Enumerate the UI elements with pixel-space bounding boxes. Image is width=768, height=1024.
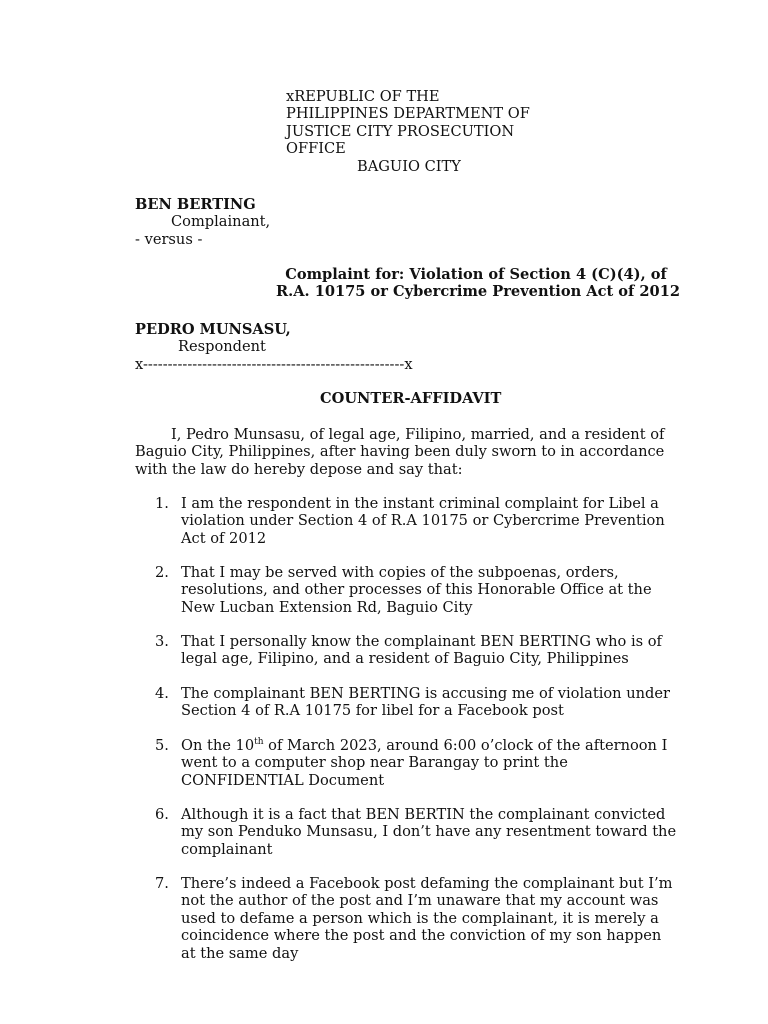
complainant-name: BEN BERTING <box>135 196 256 213</box>
list-item-number: 6. <box>155 806 169 823</box>
list-item <box>155 685 715 720</box>
list-item-line: violation under Section 4 of R.A 10175 or Cybercrime Prevention <box>181 512 665 530</box>
list-item-line: New Lucban Extension Rd, Baguio City <box>181 598 473 616</box>
list-item <box>155 564 715 616</box>
intro-line: I, Pedro Munsasu, of legal age, Filipino, married, and a resident of <box>171 426 665 443</box>
ordinal-suffix: th <box>254 737 264 748</box>
list-item-number: 5. <box>155 737 169 754</box>
list-item-line: my son Penduko Munsasu, I don’t have any resentment toward the <box>181 823 677 841</box>
list-item <box>155 875 715 962</box>
list-item-number: 7. <box>155 875 169 892</box>
document-header <box>286 88 530 175</box>
list-item-number: 4. <box>155 685 169 702</box>
complainant-role: Complainant, <box>171 213 271 231</box>
list-item-line <box>181 737 715 754</box>
complaint-line-1: Complaint for: Violation of Section 4 (C)(4), of <box>285 266 667 283</box>
respondent-block <box>135 321 291 356</box>
header-city: BAGUIO CITY <box>357 157 461 175</box>
header-line: OFFICE <box>286 140 346 158</box>
list-item-number: 2. <box>155 564 169 581</box>
list-item-number: 3. <box>155 633 169 650</box>
list-item-line: The complainant BEN BERTING is accusing me of violation under <box>181 685 670 702</box>
list-item <box>155 737 715 789</box>
list-item-line: CONFIDENTIAL Document <box>181 771 385 789</box>
list-item-line: There’s indeed a Facebook post defaming the complainant but I’m <box>181 875 673 892</box>
list-item <box>155 495 715 547</box>
header-line: JUSTICE CITY PROSECUTION <box>286 122 515 140</box>
list-item <box>155 633 715 668</box>
list-item-line: Section 4 of R.A 10175 for libel for a Facebook post <box>181 702 564 720</box>
list-item-line: legal age, Filipino, and a resident of Baguio City, Philippines <box>181 650 629 668</box>
list-item-line: I am the respondent in the instant criminal complaint for Libel a <box>181 495 659 512</box>
header-line: PHILIPPINES DEPARTMENT OF <box>286 105 530 123</box>
list-item <box>155 806 715 858</box>
versus-label: - versus - <box>135 230 203 248</box>
complainant-block <box>135 196 270 248</box>
list-item-line: resolutions, and other processes of this Honorable Office at the <box>181 581 652 599</box>
list-item-line: not the author of the post and I’m unaware that my account was <box>181 892 659 910</box>
document-title: COUNTER-AFFIDAVIT <box>320 390 502 407</box>
intro-line: with the law do hereby depose and say that: <box>135 460 463 478</box>
intro-line: Baguio City, Philippines, after having been duly sworn to in accordance <box>135 443 665 461</box>
respondent-name: PEDRO MUNSASU, <box>135 321 291 338</box>
respondent-role: Respondent <box>178 338 266 356</box>
list-item-line: went to a computer shop near Barangay to print the <box>181 754 568 772</box>
list-item-line: That I personally know the complainant BEN BERTING who is of <box>181 633 662 650</box>
complaint-line-2: R.A. 10175 or Cybercrime Prevention Act of 2012 <box>276 283 681 301</box>
list-item-line: That I may be served with copies of the subpoenas, orders, <box>181 564 619 581</box>
header-line: xREPUBLIC OF THE <box>286 88 440 105</box>
caption-separator: x-----------------------------------------------------x <box>135 356 413 373</box>
intro-paragraph <box>135 426 695 478</box>
list-item-line: used to defame a person which is the complainant, it is merely a <box>181 909 659 927</box>
list-item-text: of March 2023, around 6:00 o’clock of the afternoon I <box>263 737 668 754</box>
list-item-line: Act of 2012 <box>181 529 267 547</box>
list-item-line: coincidence where the post and the conviction of my son happen <box>181 927 662 945</box>
complaint-caption <box>276 266 681 301</box>
list-item-text: On the 10 <box>181 737 255 754</box>
list-item-line: at the same day <box>181 944 299 962</box>
list-item-line: Although it is a fact that BEN BERTIN the complainant convicted <box>181 806 666 823</box>
list-item-number: 1. <box>155 495 169 512</box>
list-item-line: complainant <box>181 840 273 858</box>
